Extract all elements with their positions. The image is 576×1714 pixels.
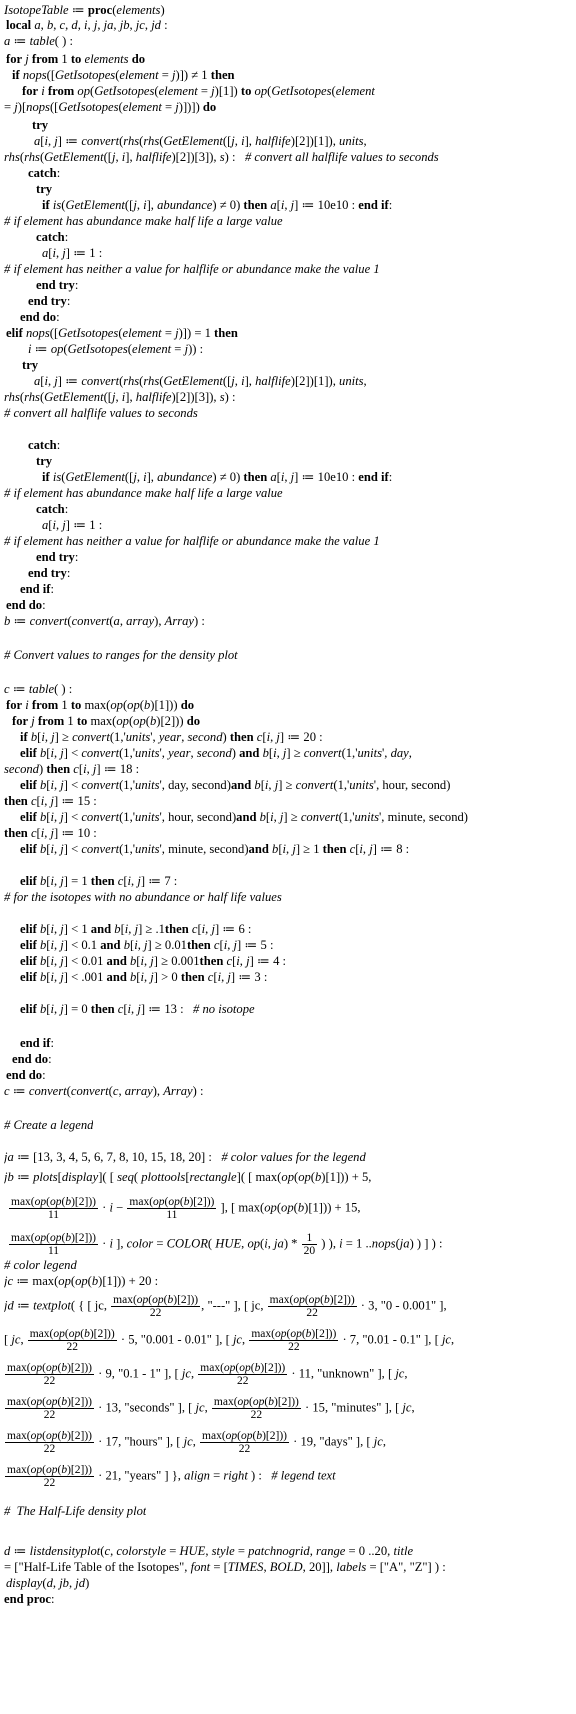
code-line: catch: [28,438,61,452]
code-line: then c[i, j] ≔ 15 : [4,794,97,808]
code-line: if is(GetElement([j, i], abundance) ≠ 0) then a[i, j] ≔ 10e10 : end if: [42,198,393,212]
code-line: end try: [28,294,71,308]
code-line: display(d, jb, jd) [6,1576,90,1590]
code-line: b ≔ convert(convert(a, array), Array) : [4,614,205,628]
code-line: end do: [20,310,60,324]
code-line: catch: [36,230,69,244]
code-line: for j from 1 to max(op(op(b)[2])) do [12,714,200,728]
code-line: # for the isotopes with no abundance or half life values [4,890,282,904]
code-line: IsotopeTable ≔ proc(elements) [4,3,165,17]
code-line: $\frac{\max(op(op(b)[2]))}{22}$ · 21, "years" ] }, align = right ) : # legend text [7,1464,336,1489]
code-line: $\frac{\max(op(op(b)[2]))}{22}$ · 13, "seconds" ], [ jc, $\frac{\max(op(op(b)[2]))}{22}$ · 15, "minutes" ], [ jc, [7,1396,415,1421]
code-line: elif b[i, j] < 0.01 and b[i, j] ≥ 0.001then c[i, j] ≔ 4 : [20,954,287,968]
code-line: jc ≔ max(op(op(b)[1])) + 20 : [4,1274,159,1288]
code-line: local a, b, c, d, i, j, ja, jb, jc, jd : [6,18,168,32]
code-line: a[i, j] ≔ 1 : [42,246,103,260]
code-line: = j)[nops([GetIsotopes(element = j)])]) do [4,100,217,114]
code-line: end do: [12,1052,52,1066]
code-line: ja ≔ [13, 3, 4, 5, 6, 7, 8, 10, 15, 18, 20] : # color values for the legend [4,1150,366,1164]
code-line: elif b[i, j] = 0 then c[i, j] ≔ 13 : # no isotope [20,1002,255,1016]
code-line: try [32,118,49,132]
code-line: elif b[i, j] < 0.1 and b[i, j] ≥ 0.01then c[i, j] ≔ 5 : [20,938,274,952]
code-line: $\frac{\max(op(op(b)[2]))}{22}$ · 17, "hours" ], [ jc, $\frac{\max(op(op(b)[2]))}{22}$ · 19, "days" ], [ jc, [7,1430,386,1455]
code-line: d ≔ listdensityplot(c, colorstyle = HUE, style = patchnogrid, range = 0 ..20, title [4,1544,414,1558]
code-line: for i from op(GetIsotopes(element = j)[1]) to op(GetIsotopes(element [22,84,375,98]
code-line: # if element has neither a value for halflife or abundance make the value 1 [4,262,380,276]
code-line: # Convert values to ranges for the density plot [4,648,238,662]
code-line: if is(GetElement([j, i], abundance) ≠ 0) then a[i, j] ≔ 10e10 : end if: [42,470,393,484]
code-line: # if element has abundance make half life a large value [4,486,283,500]
code-line: end try: [36,278,79,292]
code-line: elif b[i, j] < 1 and b[i, j] ≥ .1then c[i, j] ≔ 6 : [20,922,252,936]
code-line: second) then c[i, j] ≔ 18 : [4,762,140,776]
code-line: elif b[i, j] < convert(1,'units', hour, second)and b[i, j] ≥ convert(1,'units', minute, second) [20,810,469,824]
code-line: rhs(rhs(GetElement([j, i], halflife)[2])[3]), s) : [4,390,236,404]
code-line: jb ≔ plots[display]( [ seq( plottools[rectangle]( [ max(op(op(b)[1])) + 5, [4,1170,372,1184]
code-line: end if: [20,582,54,596]
code-line: for j from 1 to elements do [6,52,146,66]
code-line: try [22,358,39,372]
code-line: elif b[i, j] < .001 and b[i, j] > 0 then c[i, j] ≔ 3 : [20,970,268,984]
code-line: end if: [20,1036,54,1050]
code-line: elif b[i, j] < convert(1,'units', day, second)and b[i, j] ≥ convert(1,'units', hour, second) [20,778,451,792]
code-line: c ≔ convert(convert(c, array), Array) : [4,1084,204,1098]
code-line: $\frac{\max(op(op(b)[2]))}{11}$ · i ], color = COLOR( HUE, op(i, ja) * $\frac{1}{20}$ ) ), i = 1 ..nops(ja) ) ] ) : [11,1232,443,1257]
code-line: try [36,454,53,468]
code-line: try [36,182,53,196]
code-line: jd ≔ textplot( { [ jc, $\frac{\max(op(op(b)[2]))}{22}$ , "---" ], [ jc, $\frac{\max(op(op(b)[2]))}{22}$ · 3, "0 - 0.001" ], [4,1294,447,1319]
code-line: c ≔ table( ) : [4,682,73,696]
code-line: [ jc, $\frac{\max(op(op(b)[2]))}{22}$ · 5, "0.001 - 0.01" ], [ jc, $\frac{\max(op(op(b)[2]))}{22}$ · 7, "0.01 - 0.1" ], [ jc, [4,1328,455,1353]
code-line: # Create a legend [4,1118,94,1132]
code-line: a[i, j] ≔ convert(rhs(rhs(GetElement([j, i], halflife)[2])[1]), units, [34,134,367,148]
code-line: elif b[i, j] < convert(1,'units', year, second) and b[i, j] ≥ convert(1,'units', day, [20,746,412,760]
code-line: end do: [6,1068,46,1082]
code-line: # if element has neither a value for halflife or abundance make the value 1 [4,534,380,548]
code-line: $\frac{\max(op(op(b)[2]))}{11}$ · i − $\frac{\max(op(op(b)[2]))}{11}$ ], [ max(op(op(b)[1])) + 15, [11,1196,361,1221]
code-line: then c[i, j] ≔ 10 : [4,826,97,840]
code-line: a[i, j] ≔ 1 : [42,518,103,532]
code-line: end try: [28,566,71,580]
code-line: catch: [36,502,69,516]
code-line: = ["Half-Life Table of the Isotopes", font = [TIMES, BOLD, 20]], labels = ["A", "Z"] ) : [4,1560,446,1574]
code-line: end try: [36,550,79,564]
code-line: end do: [6,598,46,612]
code-line: # The Half-Life density plot [4,1504,147,1518]
code-line: a ≔ table( ) : [4,34,73,48]
code-line: end proc: [4,1592,55,1606]
code-line: if b[i, j] ≥ convert(1,'units', year, second) then c[i, j] ≔ 20 : [20,730,323,744]
code-line: $\frac{\max(op(op(b)[2]))}{22}$ · 9, "0.1 - 1" ], [ jc, $\frac{\max(op(op(b)[2]))}{22}$ · 11, "unknown" ], [ jc, [7,1362,408,1387]
code-line: i ≔ op(GetIsotopes(element = j)) : [28,342,204,356]
code-line: a[i, j] ≔ convert(rhs(rhs(GetElement([j, i], halflife)[2])[1]), units, [34,374,367,388]
code-line: if nops([GetIsotopes(element = j)]) ≠ 1 then [12,68,235,82]
code-line: # color legend [4,1258,77,1272]
code-line: rhs(rhs(GetElement([j, i], halflife)[2])[3]), s) : # convert all halflife values to seconds [4,150,439,164]
code-line: for i from 1 to max(op(op(b)[1])) do [6,698,194,712]
code-line: elif b[i, j] < convert(1,'units', minute, second)and b[i, j] ≥ 1 then c[i, j] ≔ 8 : [20,842,410,856]
code-line: # convert all halflife values to seconds [4,406,198,420]
code-line: catch: [28,166,61,180]
code-line: elif nops([GetIsotopes(element = j)]) = 1 then [6,326,238,340]
code-line: # if element has abundance make half life a large value [4,214,283,228]
code-line: elif b[i, j] = 1 then c[i, j] ≔ 7 : [20,874,178,888]
